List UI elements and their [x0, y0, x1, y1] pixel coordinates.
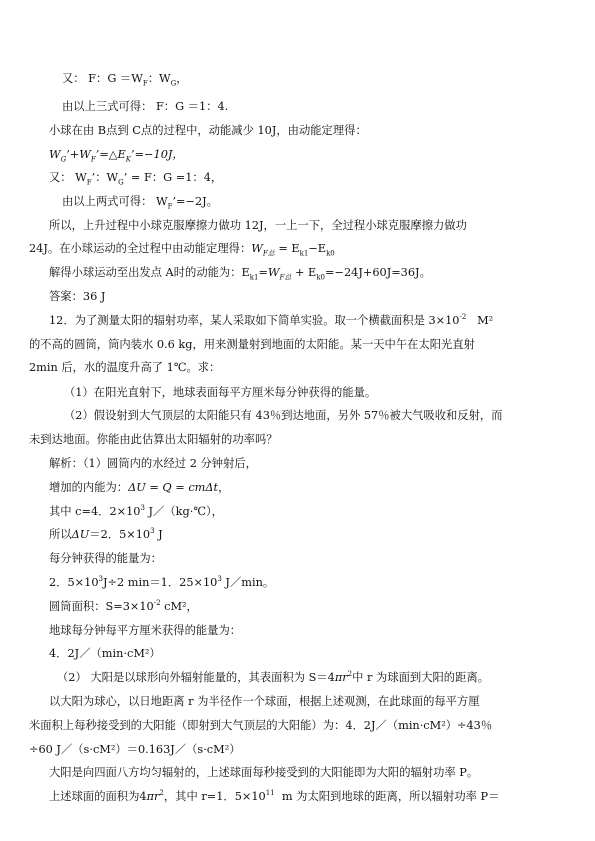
solution-line: 解析：（1）圆筒内的水经过 2 分钟射后，	[49, 457, 257, 470]
solution-line: ÷60 J／（s·cM²）＝0.163J／（s·cM²）	[29, 743, 241, 756]
solution-line: （2） 大阳是以球形向外辐射能量的，其表面积为 $S=4\pi r^2$中 r 为球面到大阳的距离。	[57, 670, 489, 684]
text-line: 24J。在小球运动的全过程中由动能定理得：$W_{F总} = E_{k1}-E_{k0}$	[29, 242, 335, 258]
text-line: 又： $W_F$’：$W_G$’ = F：G =1：4，	[49, 171, 223, 187]
solution-line: 2．$5\times 10^3J\div 2$ min＝1．$25\times 10^3$ J／min。	[49, 575, 275, 589]
text-line: 解得小球运动至出发点 A时的动能为：$E_{k1}=W_{F总} + E_{k0}=-24J+60J=36J$。	[49, 266, 431, 282]
question-line: （2）假设射到大气顶层的太阳能只有 43％到达地面，另外 57％被大气吸收和反射，而	[64, 409, 503, 422]
answer-line: 答案：36 J	[49, 290, 106, 303]
text-line: 所以，上升过程中小球克服摩擦力做功 12J，一上一下，全过程小球克服摩擦力做功	[49, 219, 467, 232]
solution-line: 其中 c=4．$2\times 10^3$ J／（kg·℃），	[49, 504, 223, 518]
text-line: 又： F：$G =W_F$：$W_G$，	[62, 72, 188, 88]
solution-line: 4．2J／（min·cM²）	[49, 647, 161, 660]
question-line: （1）在阳光直射下，地球表面每平方厘米每分钟获得的能量。	[64, 386, 377, 399]
question-line: 2min 后，水的温度升高了 1℃。求：	[29, 361, 221, 374]
question-line: 未到达地面。你能由此估算出太阳辐射的功率吗？	[29, 433, 278, 446]
question-line: 的不高的圆筒，筒内装水 0.6 kg，用来测量射到地面的太阳能。某一天中午在太阳光直射	[29, 338, 475, 351]
text-line: 小球在由 B点到 C点的过程中，动能减少 10J，由动能定理得：	[49, 124, 367, 137]
solution-line: 米面积上每秒接受到的大阳能（即射到大气顶层的大阳能）为：4．2J／（min·cM²）÷43％	[29, 719, 493, 732]
solution-line: 所以ΔU＝2．$5\times 10^3$ J	[49, 527, 163, 541]
question-line: 12．为了测量太阳的辐射功率，某人采取如下简单实验。取一个横截面积是 $3\times 10^{-2}$ M²	[49, 313, 494, 327]
solution-line: 每分钟获得的能量为：	[49, 552, 162, 565]
solution-line: 大阳是向四面八方均匀辐射的，上述球面每秒接受到的大阳能即为大阳的辐射功率 P。	[49, 766, 479, 779]
solution-line: 上述球面的面积为$4\pi r^2$，其中 r=1．$5\times 10^{11}$ m 为太阳到地球的距离，所以辐射功率 P＝	[49, 789, 500, 803]
text-line: 由以上两式可得： $W_F’=-2J$。	[62, 195, 218, 211]
solution-line: 以大阳为球心，以日地距离 r 为半径作一个球面，根据上述观测，在此球面的每平方厘	[49, 695, 480, 708]
solution-line: 地球每分钟每平方厘米获得的能量为：	[49, 624, 242, 637]
solution-line: 圆筒面积：$S=3\times 10^{-2}$ cM²，	[49, 599, 198, 613]
text-line: 由以上三式可得： F：G ＝1：4.	[62, 100, 229, 113]
solution-line: 增加的内能为：ΔU = Q = cmΔt，	[49, 481, 230, 494]
equation-line: $W_G’+W_F’=\triangle E_K’=-10J$，	[49, 148, 184, 164]
